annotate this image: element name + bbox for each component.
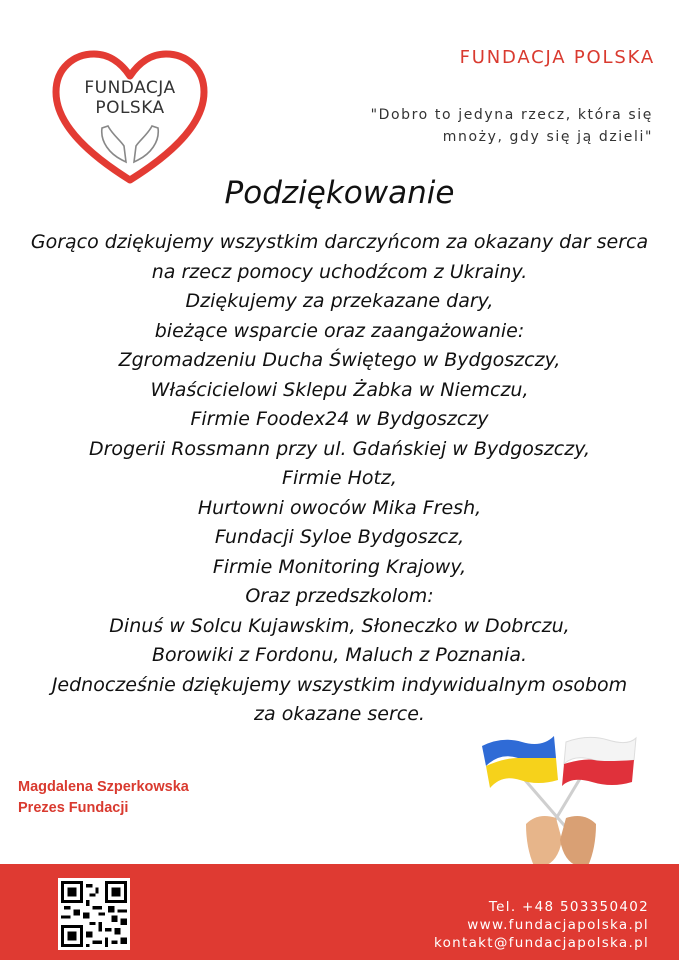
motto [313,104,653,148]
text-line: Właścicielowi Sklepu Żabka w Niemczu, [150,378,529,401]
text-line: Firmie Monitoring Krajowy, [212,555,467,578]
signature-name: Magdalena Szperkowska [18,779,189,795]
qr-code [58,878,130,950]
logo-line2: POLSKA [95,98,165,118]
org-name: FUNDACJA POLSKA [459,47,655,68]
text-line: Fundacji Syloe Bydgoszcz, [214,526,465,548]
text-line: Dziękujemy za przekazane dary, [185,290,494,312]
page-title: Podziękowanie [224,175,455,211]
text-line: za okazane serce. [254,703,425,725]
text-line: Drogerii Rossmann przy ul. Gdańskiej w Bydgoszczy, [88,437,590,460]
text-line: Firmie Hotz, [282,467,397,489]
contact-website[interactable]: www.fundacjapolska.pl [467,917,649,933]
qr-code-icon [61,881,127,947]
thank-you-text [0,228,679,730]
poland-flag-icon [548,737,636,832]
contact-info [434,898,649,952]
heart-logo-icon [50,50,210,188]
text-line: Oraz przedszkolom: [245,585,434,607]
contact-email[interactable]: kontakt@fundacjapolska.pl [433,935,649,951]
text-line: Firmie Foodex24 w Bydgoszczy [190,408,489,430]
signature [18,777,189,819]
flags-illustration [478,728,643,868]
text-line: bieżące wsparcie oraz zaangażowanie: [154,319,525,342]
motto-line2: mnoży, gdy się ją dzieli" [442,129,653,145]
text-line: na rzecz pomocy uchodźcom z Ukrainy. [151,260,528,283]
text-line: Zgromadzeniu Ducha Świętego w Bydgoszczy, [118,349,561,371]
signature-role: Prezes Fundacji [18,800,129,816]
text-line: Hurtowni owoców Mika Fresh, [197,496,482,519]
footer [0,864,679,960]
motto-line1: "Dobro to jedyna rzecz, która się [370,107,653,123]
text-line: Dinuś w Solcu Kujawskim, Słoneczko w Dobrczu, [109,614,570,637]
text-line: Gorąco dziękujemy wszystkim darczyńcom za okazany dar serca [30,231,649,253]
text-line: Jednocześnie dziękujemy wszystkim indywidualnym osobom [51,673,628,696]
logo-line1: FUNDACJA [84,78,176,98]
text-line: Borowiki z Fordonu, Maluch z Poznania. [151,644,528,666]
foundation-logo [50,50,210,188]
contact-phone: Tel. +48 503350402 [488,899,649,915]
